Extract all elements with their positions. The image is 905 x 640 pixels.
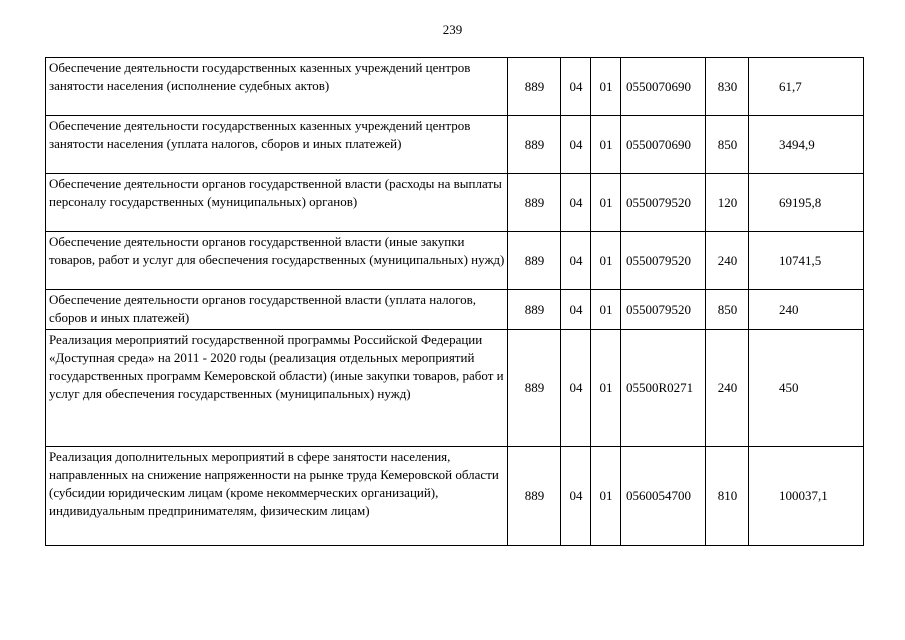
row-description: Обеспечение деятельности органов государственной власти (расходы на выплаты персоналу государственных (муниципальных) органов) — [46, 174, 508, 232]
expense-type-code: 850 — [706, 290, 749, 330]
target-article-code: 0550070690 — [621, 116, 706, 174]
subsection-code: 01 — [591, 290, 621, 330]
ministry-code: 889 — [508, 232, 561, 290]
ministry-code: 889 — [508, 116, 561, 174]
ministry-code: 889 — [508, 290, 561, 330]
table-row — [46, 447, 864, 546]
budget-table-body — [46, 58, 864, 546]
target-article-code: 0550070690 — [621, 58, 706, 116]
target-article-code: 0560054700 — [621, 447, 706, 546]
target-article-code: 0550079520 — [621, 290, 706, 330]
ministry-code: 889 — [508, 330, 561, 447]
row-description: Обеспечение деятельности государственных казенных учреждений центров занятости населения (исполнение судебных актов) — [46, 58, 508, 116]
amount: 100037,1 — [749, 447, 864, 546]
expense-type-code: 830 — [706, 58, 749, 116]
amount: 61,7 — [749, 58, 864, 116]
section-code: 04 — [561, 58, 591, 116]
expense-type-code: 240 — [706, 232, 749, 290]
amount: 10741,5 — [749, 232, 864, 290]
row-description: Обеспечение деятельности государственных казенных учреждений центров занятости населения (уплата налогов, сборов и иных платежей) — [46, 116, 508, 174]
subsection-code: 01 — [591, 174, 621, 232]
table-row — [46, 58, 864, 116]
budget-table — [45, 57, 864, 546]
subsection-code: 01 — [591, 447, 621, 546]
expense-type-code: 810 — [706, 447, 749, 546]
target-article-code: 05500R0271 — [621, 330, 706, 447]
subsection-code: 01 — [591, 232, 621, 290]
section-code: 04 — [561, 447, 591, 546]
table-row — [46, 290, 864, 330]
table-row — [46, 116, 864, 174]
table-row — [46, 330, 864, 447]
section-code: 04 — [561, 174, 591, 232]
row-description: Обеспечение деятельности органов государственной власти (иные закупки товаров, работ и услуг для обеспечения государственных (муниципальных) нужд) — [46, 232, 508, 290]
section-code: 04 — [561, 116, 591, 174]
amount: 240 — [749, 290, 864, 330]
subsection-code: 01 — [591, 58, 621, 116]
ministry-code: 889 — [508, 447, 561, 546]
table-row — [46, 232, 864, 290]
row-description: Реализация дополнительных мероприятий в сфере занятости населения, направленных на снижение напряженности на рынке труда Кемеровской области (субсидии юридическим лицам (кроме некоммерческих организаций), индивидуальным предпринимателям, физическим лицам) — [46, 447, 508, 546]
section-code: 04 — [561, 290, 591, 330]
row-description: Обеспечение деятельности органов государственной власти (уплата налогов, сборов и иных платежей) — [46, 290, 508, 330]
amount: 69195,8 — [749, 174, 864, 232]
target-article-code: 0550079520 — [621, 232, 706, 290]
target-article-code: 0550079520 — [621, 174, 706, 232]
ministry-code: 889 — [508, 58, 561, 116]
amount: 450 — [749, 330, 864, 447]
section-code: 04 — [561, 232, 591, 290]
amount: 3494,9 — [749, 116, 864, 174]
page-number: 239 — [442, 22, 463, 37]
row-description: Реализация мероприятий государственной программы Российской Федерации «Доступная среда» на 2011 - 2020 годы (реализация отдельных мероприятий государственных программ Кемеровской области) (иные закупки товаров, работ и услуг для обеспечения государственных (муниципальных) нужд) — [46, 330, 508, 447]
expense-type-code: 120 — [706, 174, 749, 232]
expense-type-code: 850 — [706, 116, 749, 174]
subsection-code: 01 — [591, 116, 621, 174]
ministry-code: 889 — [508, 174, 561, 232]
section-code: 04 — [561, 330, 591, 447]
subsection-code: 01 — [591, 330, 621, 447]
expense-type-code: 240 — [706, 330, 749, 447]
table-row — [46, 174, 864, 232]
